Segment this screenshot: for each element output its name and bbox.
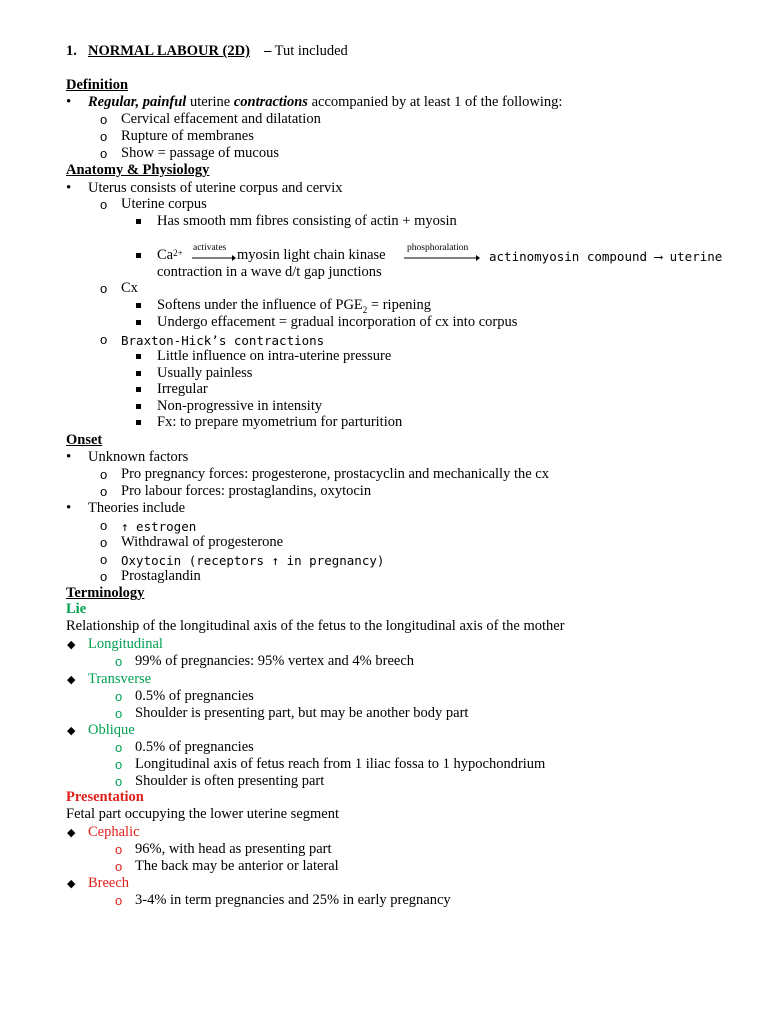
bullet-circle: o bbox=[115, 859, 123, 874]
theory-item: Oxytocin (receptors ↑ in pregnancy) bbox=[121, 553, 385, 568]
presentation-cephalic: Cephalic bbox=[88, 824, 140, 840]
bh-item: Irregular bbox=[157, 381, 208, 397]
lie-item: 0.5% of pregnancies bbox=[135, 739, 254, 755]
theory-item: ↑ estrogen bbox=[121, 519, 197, 534]
arrow-icon bbox=[192, 243, 236, 263]
bullet-square bbox=[136, 387, 141, 392]
definition-em2: contractions bbox=[233, 94, 308, 110]
ca-label bbox=[157, 247, 183, 264]
anatomy-cx: Cx bbox=[121, 280, 138, 296]
bh-item: Non-progressive in intensity bbox=[157, 398, 323, 414]
section-terminology: Terminology bbox=[66, 585, 145, 601]
presentation-item: The back may be anterior or lateral bbox=[135, 858, 339, 874]
bullet-circle: o bbox=[100, 146, 108, 161]
bullet-circle: o bbox=[115, 842, 123, 857]
bullet-circle: o bbox=[100, 281, 108, 296]
bullet-square bbox=[136, 303, 141, 308]
bullet-disc bbox=[66, 500, 71, 517]
definition-t1: uterine bbox=[186, 94, 234, 110]
bullet-circle: o bbox=[100, 112, 108, 127]
definition-t2: accompanied by at least 1 of the following: bbox=[307, 94, 563, 110]
bullet-circle: o bbox=[100, 129, 108, 144]
lie-description: Relationship of the longitudinal axis of the fetus to the longitudinal axis of the mother bbox=[66, 618, 565, 634]
anatomy-corpus: Uterine corpus bbox=[121, 196, 207, 212]
section-onset: Onset bbox=[66, 432, 103, 448]
bh-item: Usually painless bbox=[157, 365, 253, 381]
presentation-breech: Breech bbox=[88, 875, 130, 891]
bullet-disc bbox=[66, 449, 71, 466]
bullet-circle: o bbox=[115, 654, 123, 669]
lie-item: 0.5% of pregnancies bbox=[135, 688, 254, 704]
lie-item: Shoulder is presenting part, but may be another body part bbox=[135, 705, 469, 721]
subsection-presentation: Presentation bbox=[66, 789, 144, 805]
bullet-square bbox=[136, 354, 141, 359]
bh-item: Fx: to prepare myometrium for parturition bbox=[157, 414, 403, 430]
bullet-square bbox=[136, 219, 141, 224]
ca-superscript: 2+ bbox=[173, 248, 183, 258]
presentation-item: 3-4% in term pregnancies and 25% in early pregnancy bbox=[135, 892, 451, 908]
arrow-icon bbox=[404, 243, 480, 263]
theory-item: Withdrawal of progesterone bbox=[121, 534, 284, 550]
onset-theories: Theories include bbox=[88, 500, 186, 516]
actinomyosin-text: actinomyosin compound ⟶ uterine bbox=[489, 249, 723, 264]
anatomy-bullet: Uterus consists of uterine corpus and cervix bbox=[88, 180, 343, 196]
bullet-circle: o bbox=[100, 484, 108, 499]
bullet-diamond: ◆ bbox=[67, 674, 76, 686]
phosphorylation-label: phosphoralation bbox=[407, 243, 469, 253]
lie-item: Longitudinal axis of fetus reach from 1 iliac fossa to 1 hypochondrium bbox=[135, 756, 546, 772]
bullet-circle: o bbox=[115, 740, 123, 755]
theory-item: Prostaglandin bbox=[121, 568, 201, 584]
lie-transverse: Transverse bbox=[88, 671, 152, 687]
definition-sub: Rupture of membranes bbox=[121, 128, 254, 144]
subsection-lie: Lie bbox=[66, 601, 87, 617]
heading-suffix: – Tut included bbox=[264, 43, 348, 59]
definition-sub: Cervical effacement and dilatation bbox=[121, 111, 321, 127]
bullet-square bbox=[136, 404, 141, 409]
bullet-diamond: ◆ bbox=[67, 725, 76, 737]
ca-text: Ca bbox=[157, 247, 174, 263]
bullet-diamond: ◆ bbox=[67, 878, 76, 890]
bullet-circle: o bbox=[100, 467, 108, 482]
lie-oblique: Oblique bbox=[88, 722, 135, 738]
braxton-hicks: Braxton-Hick’s contractions bbox=[121, 333, 325, 348]
cx-effacement: Undergo effacement = gradual incorporation of cx into corpus bbox=[157, 314, 518, 330]
bullet-square bbox=[136, 320, 141, 325]
bullet-circle: o bbox=[115, 757, 123, 772]
bullet-circle: o bbox=[115, 689, 123, 704]
anatomy-mm: Has smooth mm fibres consisting of actin + myosin bbox=[157, 213, 457, 229]
bullet-circle: o bbox=[100, 569, 108, 584]
contraction-text: contraction in a wave d/t gap junctions bbox=[157, 264, 382, 280]
mlck-text: myosin light chain kinase bbox=[237, 247, 386, 263]
bullet-circle: o bbox=[100, 535, 108, 550]
phosphorylation-arrow bbox=[404, 243, 480, 263]
bullet-circle: o bbox=[115, 893, 123, 908]
section-definition: Definition bbox=[66, 77, 129, 93]
bullet-circle: o bbox=[100, 197, 108, 212]
bullet-disc bbox=[66, 180, 71, 197]
section-anatomy: Anatomy & Physiology bbox=[66, 162, 210, 178]
bullet-diamond: ◆ bbox=[67, 827, 76, 839]
definition-sub: Show = passage of mucous bbox=[121, 145, 279, 161]
bullet-disc bbox=[66, 94, 71, 111]
definition-em1: Regular, painful bbox=[88, 94, 187, 110]
bullet-circle: o bbox=[100, 332, 108, 347]
activates-arrow bbox=[192, 243, 236, 263]
bullet-square bbox=[136, 371, 141, 376]
heading-number: 1. bbox=[66, 43, 77, 59]
onset-pro-labour: Pro labour forces: prostaglandins, oxytocin bbox=[121, 483, 372, 499]
bullet-circle: o bbox=[115, 774, 123, 789]
softens-text: Softens under the influence of PGE bbox=[157, 297, 363, 313]
presentation-item: 96%, with head as presenting part bbox=[135, 841, 332, 857]
heading-suffix-text: Tut included bbox=[271, 43, 348, 59]
activates-label: activates bbox=[193, 243, 227, 253]
bh-item: Little influence on intra-uterine pressure bbox=[157, 348, 392, 364]
page-title: NORMAL LABOUR (2D) bbox=[88, 43, 250, 59]
lie-item: 99% of pregnancies: 95% vertex and 4% breech bbox=[135, 653, 415, 669]
bullet-circle: o bbox=[115, 706, 123, 721]
lie-item: Shoulder is often presenting part bbox=[135, 773, 325, 789]
bullet-circle: o bbox=[100, 552, 108, 567]
onset-pro-pregnancy: Pro pregnancy forces: progesterone, prostacyclin and mechanically the cx bbox=[121, 466, 549, 482]
onset-unknown: Unknown factors bbox=[88, 449, 189, 465]
presentation-description: Fetal part occupying the lower uterine segment bbox=[66, 806, 339, 822]
definition-bullet bbox=[88, 94, 562, 111]
bullet-diamond: ◆ bbox=[67, 639, 76, 651]
ripening-text: = ripening bbox=[367, 297, 432, 313]
bullet-square bbox=[136, 420, 141, 425]
bullet-square bbox=[136, 253, 141, 258]
lie-longitudinal: Longitudinal bbox=[88, 636, 163, 652]
pge-subscript: 2 bbox=[362, 304, 368, 315]
bullet-circle: o bbox=[100, 518, 108, 533]
